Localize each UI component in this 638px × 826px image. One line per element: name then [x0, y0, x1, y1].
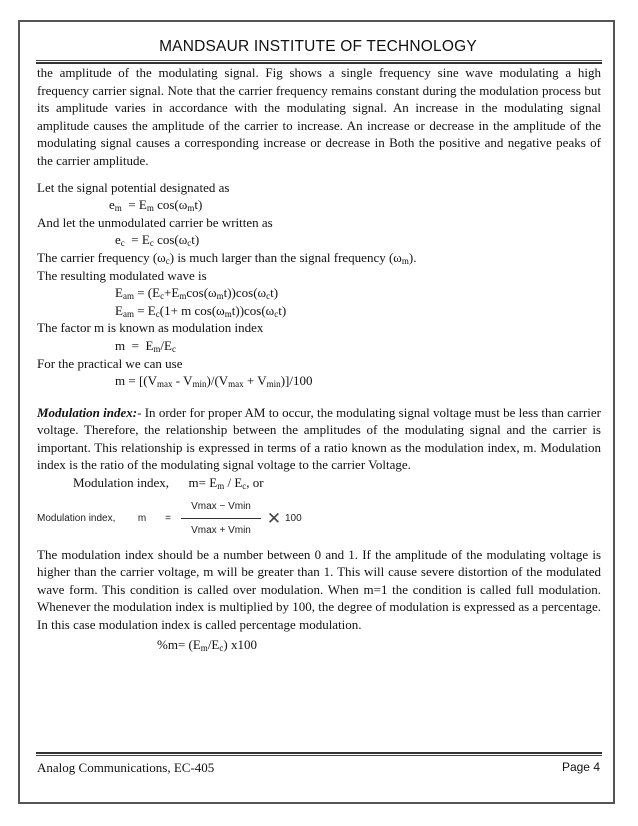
equation-eam-1: $E_{am} = (E_c+E_m\cos(\omega_mt))\cos(\omega_ct)$ [115, 285, 279, 302]
equation-eam-2: $E_{am} = E_c(1+ m$ $\cos(\omega_mt))\cos(\omega_ct)$ [115, 302, 287, 319]
formula-equals: = [165, 512, 171, 524]
formula-numerator: Vmax − Vmin [191, 501, 251, 513]
conclusion-paragraph: The modulation index should be a number between 0 and 1. If the amplitude of the modulating voltage is higher than the carrier voltage, m will be greater than 1. This will cause severe distortion of the modulated wave form. This condition is called over modulation. When m=1 the condition is called full modulation. Whenever the modulation index is multiplied by 100, the degree of modulation is expressed as a percentage. In this case modulation index is called percentage modulation. [37, 546, 601, 633]
formula-variable: m [137, 512, 147, 524]
footer-rule [36, 752, 602, 756]
intro-paragraph: the amplitude of the modulating signal. Fig shows a single frequency sine wave modulating a high frequency carrier signal. Note that the carrier frequency remains constant during the modulation process but its amplitude varies in accordance with the modulating signal. An increase in the modulating signal amplitude causes the amplitude of the carrier to increase. An increase or decrease in the amplitude of the modulating signal causes a corresponding increase or decrease in Both the positive and negative peaks of the carrier amplitude. [37, 65, 601, 168]
footer-page-number: Page 4 [561, 760, 600, 774]
equation-m-ratio: $m = E_m/E_c$ [115, 337, 176, 354]
formula-label: Modulation index, [37, 512, 116, 524]
equation-m-practical: $m = [(V_{max} - V_{min})/(V_{max} + V_{min})]/100$ [115, 373, 313, 390]
derivation-line-1: Let the signal potential designated as [37, 179, 230, 195]
derivation-line-3: The carrier frequency $(\omega_c)$ is much larger than the signal frequency $(\omega_m)$. [37, 249, 417, 266]
formula-factor: 100 [285, 512, 302, 524]
derivation-line-4: The resulting modulated wave is [37, 267, 207, 283]
page-content [37, 64, 601, 653]
modulation-index-paragraph: Modulation index:- In order for proper AM to occur, the modulating signal voltage must be less than carrier voltage. Therefore, the relationship between the amplitudes of the modulating signal and the carrier is important. This relationship is expressed in terms of a ratio known as the modulation index, m. Modulation index is the ratio of the modulating signal voltage to the carrier Voltage. [37, 404, 602, 473]
equation-ec: $e_c = E_c$ $\cos(\omega_ct)$ [115, 232, 200, 249]
modulation-index-definition: Modulation index, $m= E_m / E_c$, or [73, 475, 264, 492]
derivation-line-2: And let the unmodulated carrier be written as [37, 214, 273, 230]
modulation-index-formula-image [37, 496, 601, 542]
equation-percent-m: $\%m= (E_m/E_c)$ x100 [157, 636, 257, 653]
equation-em: $e_m = E_m$ $\cos(\omega_mt)$ [109, 197, 203, 214]
derivation-line-6: For the practical we can use [37, 355, 183, 371]
page-header: MANDSAUR INSTITUTE OF TECHNOLOGY [159, 38, 477, 55]
times-icon: ✕ [266, 508, 282, 528]
footer-course: Analog Communications, EC-405 [37, 760, 215, 775]
formula-fraction [179, 498, 263, 539]
formula-denominator: Vmax + Vmin [191, 524, 251, 536]
derivation-line-5: The factor m is known as modulation index [37, 320, 264, 336]
modulation-index-heading: Modulation index: [37, 404, 138, 420]
